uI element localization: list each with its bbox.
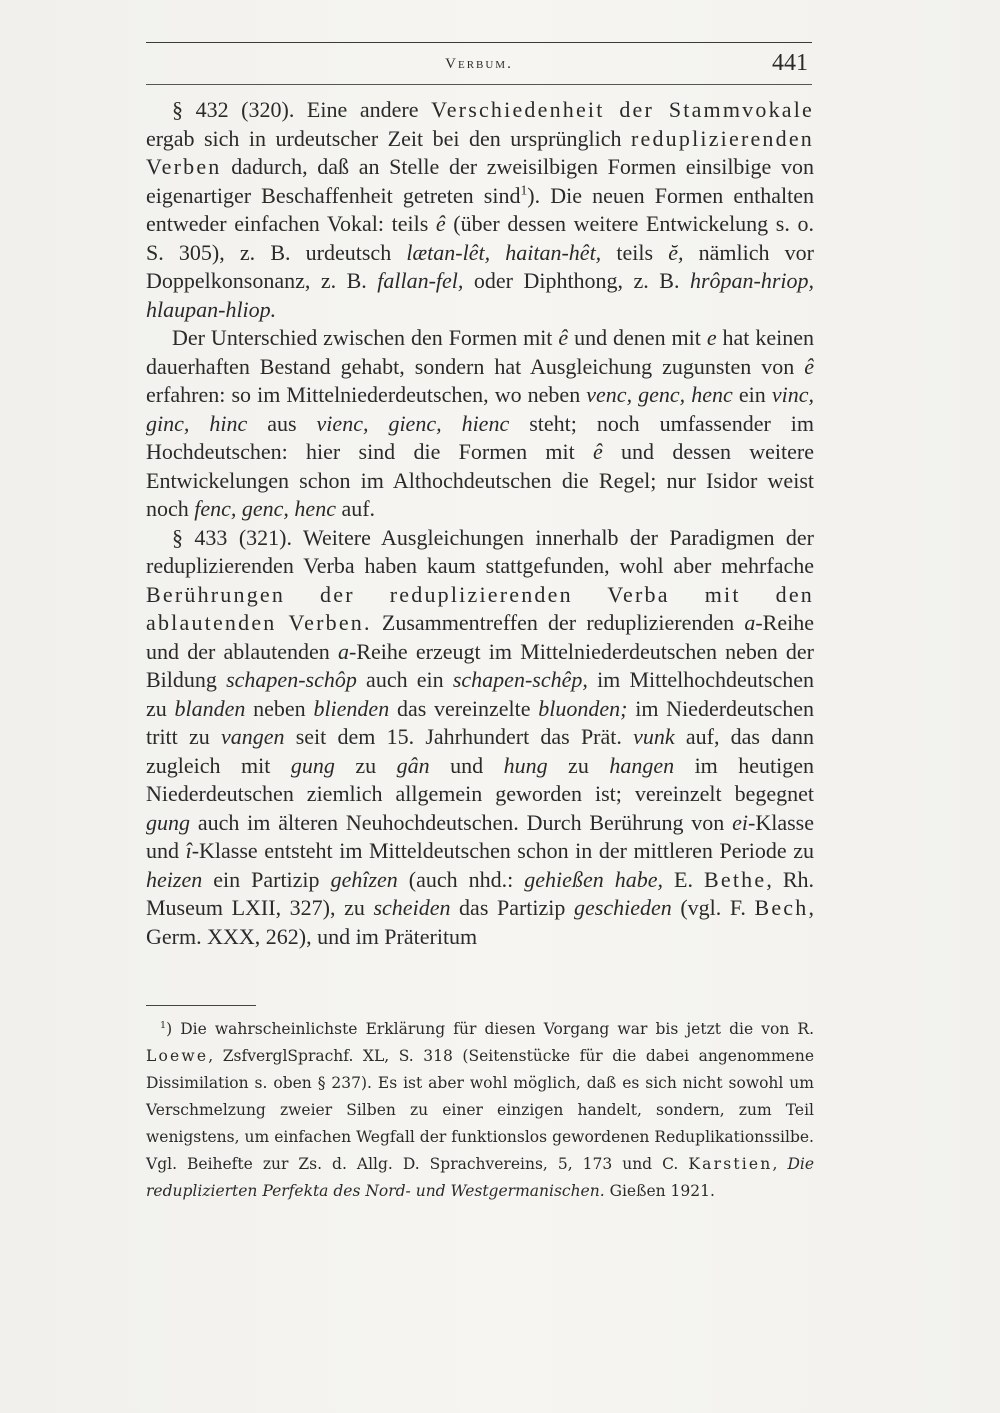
italic-term: î [185,838,192,863]
italic-term: e [706,325,717,350]
text-run: und denen mit [568,325,707,350]
text-run: zu [334,752,397,778]
text-run: ergab sich in urdeutscher Zeit bei den ursprünglich [146,125,631,151]
spaced-emphasis: reduplizierenden Verben [146,125,814,179]
text-run: auch im älteren Neuhochdeutschen. Durch Berührung von [190,809,733,835]
text-run: ein Partizip [202,866,331,892]
text-run: auch ein [356,667,453,692]
text-run: (vgl. F. [671,895,755,920]
spaced-emphasis: Loewe [146,1047,209,1065]
text-run: , Germ. XXX, 262), und im Präteritum [146,895,814,949]
footnote-marker: 1 [160,1019,167,1031]
text-run: das vereinzelte [389,695,539,721]
paragraph-432 [146,96,814,324]
text-run: auf, das dann zugleich mit [146,724,814,778]
italic-term: scheiden [373,895,451,920]
spaced-emphasis: Bech [754,895,809,920]
text-run: zu [547,752,610,778]
italic-term: geschieden [574,895,672,920]
italic-term: ê [592,439,603,464]
text-run: Der Unterschied zwischen den Formen mit [172,325,559,350]
italic-term: blanden [174,695,246,721]
text-run: oder Diphthong, z. B. [463,268,690,293]
italic-term: Die reduplizierten Perfekta des Nord- und Westgermanischen. [146,1155,814,1200]
paragraph-433 [146,524,814,952]
text-run: ein [732,382,772,407]
spaced-emphasis: Bethe [703,866,767,892]
italic-term: schapen-schôp [226,667,357,692]
text-run: E. [663,866,704,892]
text-run: im heutigen Niederdeutschen ziemlich allgemein geworden ist; vereinzelt begegnet [146,752,815,806]
text-run: Zusammentreffen der reduplizierenden [371,610,745,635]
text-run: , ZsfverglSprachf. XL, S. 318 (Seitenstücke für die dabei angenommene Dissimilation s. oben § 237). Es ist aber wohl möglich, daß es sich nicht sowohl um Verschmelzung zweier Silben zu einer einzigen handelt, sondern, zum Teil wenigstens, um einfachen Wegfall der funktionslos gewordenen Reduplikationssilbe. Vgl. Beihefte zur Zs. d. Allg. D. Sprachvereins, 5, 173 und C. [146,1047,814,1173]
text-run: (über dessen weitere Entwickelung s. o. S. 305), z. B. urdeutsch [146,211,814,265]
italic-term: ei [732,809,749,835]
italic-term: hung [503,752,548,778]
italic-term: gehîzen [330,866,398,892]
text-run: nämlich vor Doppelkonsonanz, z. B. [146,239,814,293]
text-run: neben [245,695,314,721]
italic-term: hrôpan-hriop, hlaupan-hliop. [146,268,814,322]
text-run: im Niederdeutschen tritt zu [146,695,815,749]
spaced-emphasis: Berührungen der reduplizierenden Verba mit den ablautenden Verben. [146,581,814,635]
italic-term: gung [146,809,190,835]
text-run: , [772,1155,788,1173]
text-run: -Klasse entsteht im Mitteldeutschen schon in der mittleren Periode zu [191,838,814,863]
text-run: erfahren: so im Mittelniederdeutschen, wo neben [146,382,587,407]
running-head-title: Verbum. [445,56,513,72]
section-number: § 433 (321). [172,524,292,550]
text-run: das Partizip [450,895,575,920]
header-rule [146,84,812,85]
spaced-emphasis: Karstien [688,1155,773,1173]
section-number: § 432 (320). [172,97,295,122]
text-run: -Klasse und [146,809,814,863]
italic-term: fenc, genc, henc [194,496,336,521]
italic-term: heizen [146,866,203,892]
text-run: Gießen 1921. [604,1182,715,1200]
text-run: aus [247,410,317,436]
body-text [146,96,814,951]
paragraph-432-continued [146,324,814,524]
italic-term: vangen [220,724,285,749]
text-run: und dessen weitere Entwickelungen schon im Althochdeutschen die Regel; nur Isidor weist noch [146,439,814,521]
top-rule [146,42,812,43]
page-number: 441 [772,50,808,76]
text-run: dadurch, daß an Stelle der zweisilbigen Formen einsilbige von eigenartiger Beschaffenheit getreten sind [146,154,814,208]
text-run: Weitere Ausgleichungen innerhalb der Paradigmen der reduplizierenden Verba haben kaum stattgefunden, wohl aber mehrfache [146,524,815,578]
italic-term: fallan-fel, [377,268,464,293]
text-run: auf. [335,496,376,521]
italic-term: gân [396,752,430,778]
text-run: -Reihe und der ablautenden [146,610,814,664]
italic-term: hangen [609,752,675,778]
running-head [146,50,812,86]
footnote-reference: 1 [520,182,528,198]
text-run: teils [601,239,669,265]
text-run: seit dem 15. Jahrhundert das Prät. [284,724,634,749]
footnote-1 [146,1016,814,1205]
text-run: ). Die neuen Formen enthalten entweder einfachen Vokal: teils [146,182,814,236]
italic-term: a [338,638,350,664]
footnote-rule [146,1005,256,1006]
italic-term: vunk [633,724,675,749]
italic-term: gung [290,752,335,778]
italic-term: ê [804,353,814,379]
italic-term: gehießen habe, [524,866,663,892]
italic-term: ê [558,325,569,350]
italic-term: blienden [313,695,390,721]
italic-term: vinc, ginc, hinc [146,382,814,436]
italic-term: a [744,610,756,635]
text-run: (auch nhd.: [397,866,525,892]
italic-term: venc, genc, henc [586,382,733,407]
spaced-emphasis: Verschiedenheit der Stammvokale [431,97,815,122]
italic-term: lætan-lêt, haitan-hêt, [406,239,602,265]
text-run: -Reihe erzeugt im Mittelniederdeutschen neben der Bildung [146,638,814,692]
italic-term: ê [435,211,446,236]
italic-term: ĕ, [668,239,684,265]
text-run: hat keinen dauerhaften Bestand gehabt, sondern hat Ausgleichung zugunsten von [146,325,814,379]
italic-term: schapen-schêp, [452,667,588,692]
footnote [146,1016,814,1205]
italic-term: bluonden; [538,695,628,721]
text-run: Eine andere [294,97,432,122]
text-run: steht; noch umfassender im Hochdeutschen: hier sind die Formen mit [146,410,814,464]
text-run: ) Die wahrscheinlichste Erklärung für diesen Vorgang war bis jetzt die von R. [166,1020,814,1038]
italic-term: vienc, gienc, hienc [316,410,510,436]
text-run: im Mittelhochdeutschen zu [146,667,815,721]
text-run: , Rh. Museum LXII, 327), zu [146,866,815,920]
text-run: und [429,752,504,778]
